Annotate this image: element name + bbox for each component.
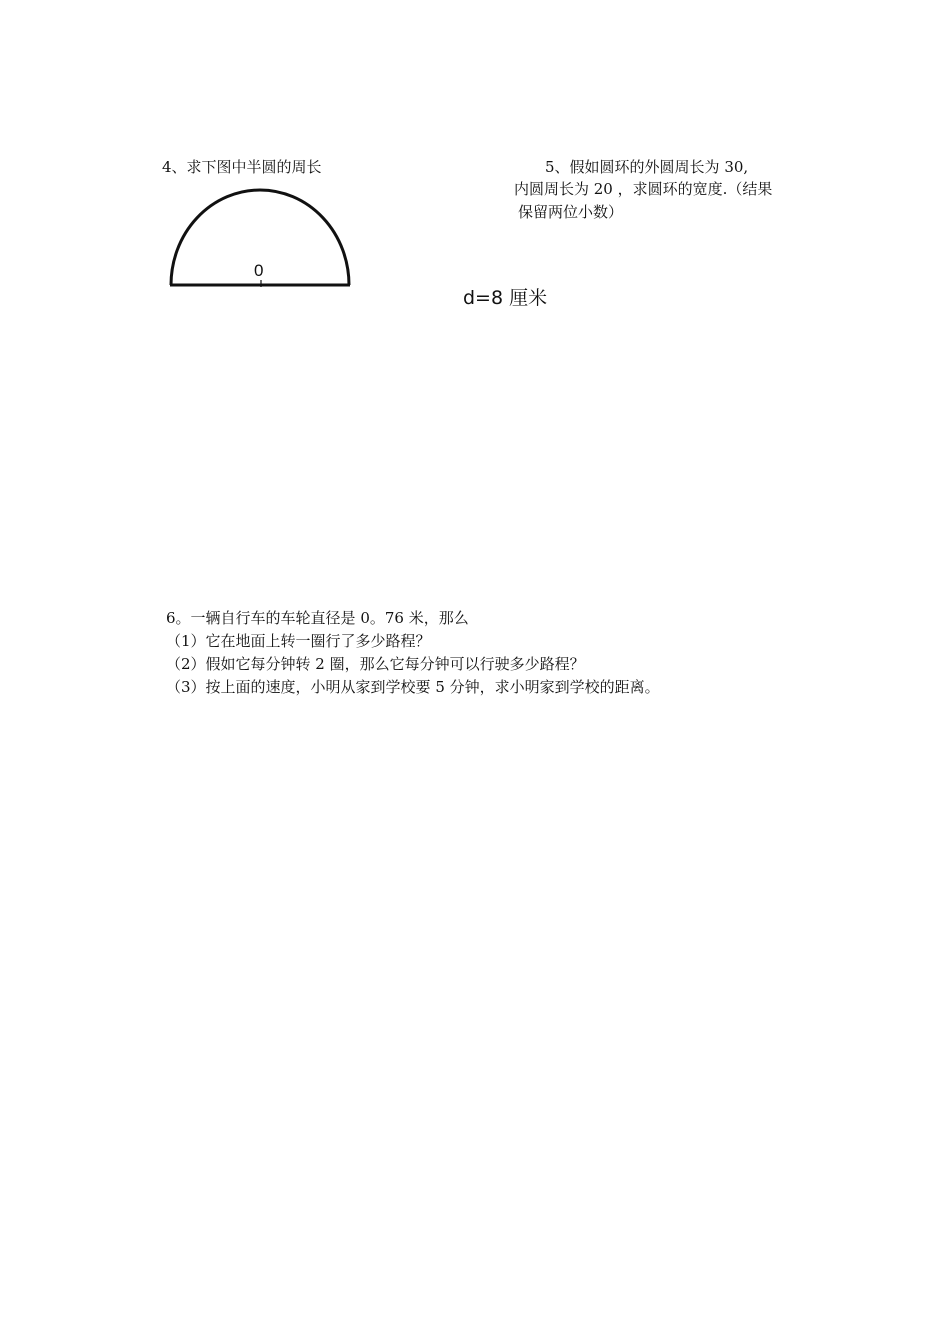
- question-6-intro: 6。一辆自行车的车轮直径是 0。76 米，那么: [166, 609, 469, 627]
- question-6-part-2: （2）假如它每分钟转 2 圈，那么它每分钟可以行驶多少路程？: [166, 655, 585, 673]
- question-6-part-3: （3）按上面的速度，小明从家到学校要 5 分钟，求小明家到学校的距离。: [166, 678, 660, 696]
- center-label: 0: [254, 261, 264, 280]
- semicircle-figure: [160, 180, 360, 295]
- question-5-line-1: 5、假如圆环的外圆周长为 30,: [545, 158, 749, 176]
- question-4-title: 4、求下图中半圆的周长: [162, 158, 322, 176]
- question-6-part-1: （1）它在地面上转一圈行了多少路程？: [166, 632, 431, 650]
- question-5-line-2: 内圆周长为 20 ，求圆环的宽度.（结果: [514, 180, 773, 198]
- diameter-label: d=8 厘米: [463, 287, 548, 309]
- question-5-line-3: 保留两位小数）: [518, 203, 624, 221]
